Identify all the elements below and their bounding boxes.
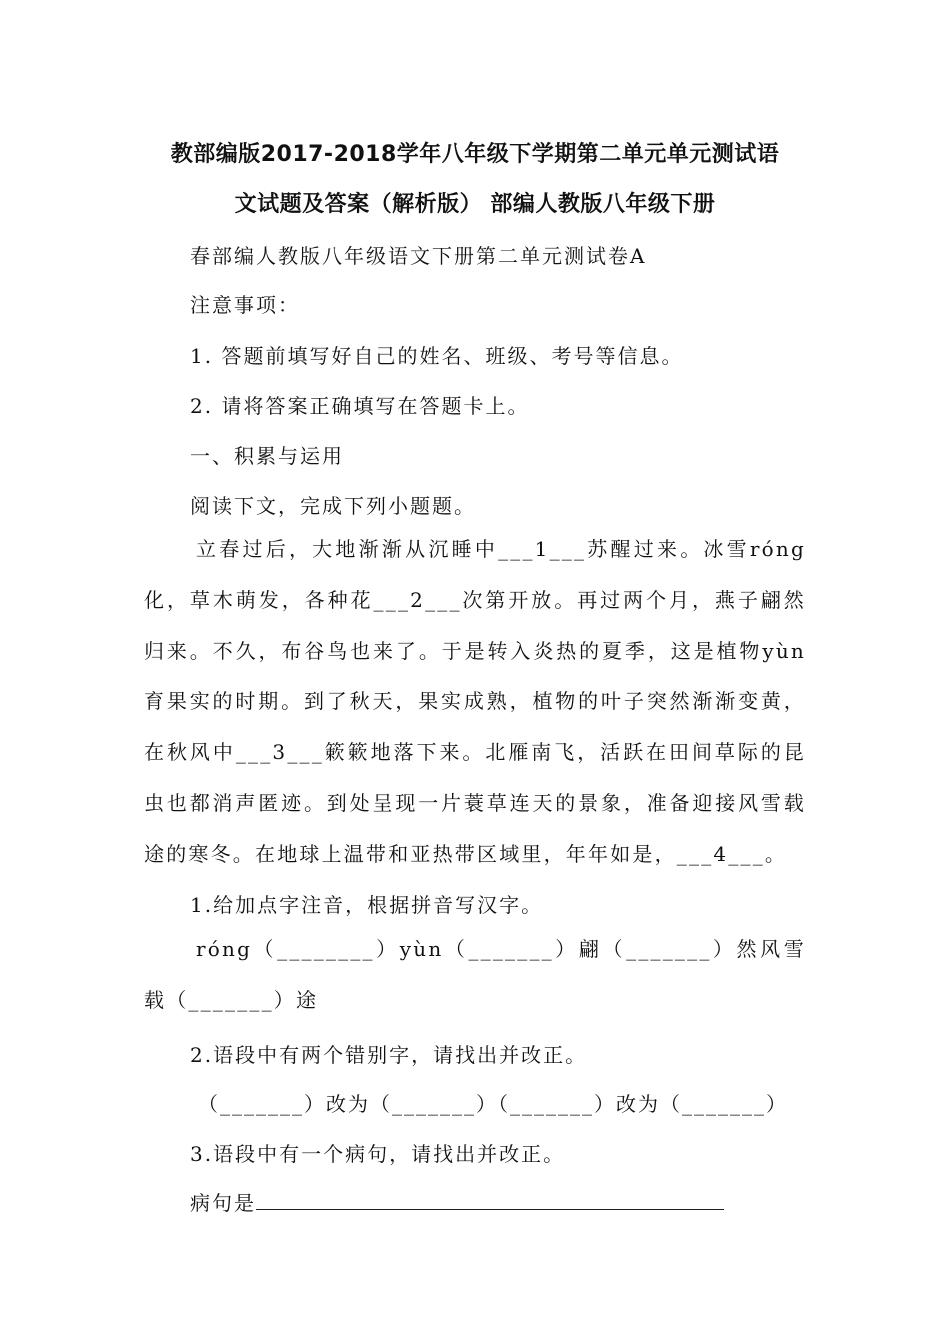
question-3-answer-blank[interactable] (256, 1189, 724, 1210)
question-2: 2.语段中有两个错别字，请找出并改正。 (190, 1043, 588, 1067)
question-3-label: 病句是 (190, 1191, 256, 1215)
question-3-answer-line (190, 1187, 724, 1216)
question-1-blanks: róng（________）yùn（_______）翩（_______）然风雪载（_______）途 (144, 937, 806, 1012)
question-1-answer-line (144, 924, 806, 1026)
notice-heading: 注意事项： (190, 293, 300, 317)
exam-subtitle: 春部编人教版八年级语文下册第二单元测试卷A (190, 244, 647, 268)
document-title-line-1: 教部编版2017-2018学年八年级下学期第二单元单元测试语 (170, 142, 780, 167)
notice-item-2: 2. 请将答案正确填写在答题卡上。 (190, 394, 530, 418)
question-2-blanks: （_______）改为（_______）（_______）改为（_______） (198, 1092, 788, 1116)
passage-text: 立春过后，大地渐渐从沉睡中___1___苏醒过来。冰雪róng化，草木萌发，各种花___2___次第开放。再过两个月，燕子翩然归来。不久，布谷鸟也来了。于是转入炎热的夏季，这是植物yùn育果实的时期。到了秋天，果实成熟，植物的叶子突然渐渐变黄，在秋风中___3___簌簌地落下来。北雁南飞，活跃在田间草际的昆虫也都消声匿迹。到处呈现一片蓑草连天的景象，准备迎接风雪载途的寒冬。在地球上温带和亚热带区域里，年年如是，___4___。 (144, 537, 806, 866)
section-heading: 一、积累与运用 (190, 444, 344, 468)
document-title-line-2: 文试题及答案（解析版） 部编人教版八年级下册 (234, 192, 716, 217)
question-1: 1.给加点字注音，根据拼音写汉字。 (190, 893, 544, 917)
reading-passage (144, 524, 806, 880)
reading-instruction: 阅读下文，完成下列小题题。 (190, 494, 476, 518)
notice-item-1: 1. 答题前填写好自己的姓名、班级、考号等信息。 (190, 344, 684, 368)
question-3: 3.语段中有一个病句，请找出并改正。 (190, 1142, 566, 1166)
